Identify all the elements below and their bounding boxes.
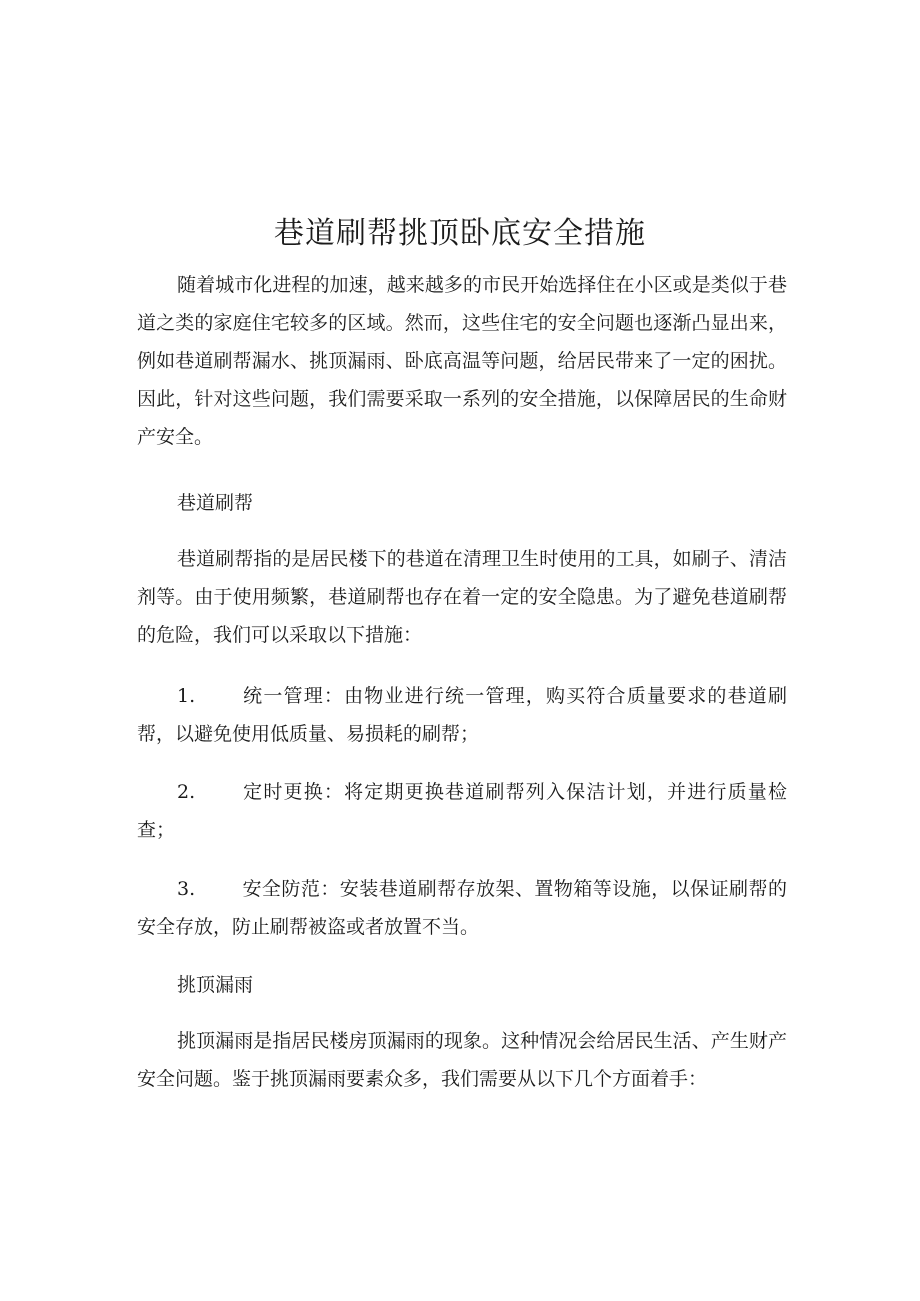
list-item <box>137 870 787 946</box>
list-item-text: 统一管理：由物业进行统一管理，购买符合质量要求的巷道刷帮，以避免使用低质量、易损耗的刷帮； <box>137 685 787 745</box>
list-item-text: 安全防范：安装巷道刷帮存放架、置物箱等设施，以保证刷帮的安全存放，防止刷帮被盗或者放置不当。 <box>137 878 787 938</box>
list-item-number: 3. <box>177 878 196 900</box>
list-item-number: 2. <box>177 781 196 803</box>
section-heading-roadway-brush: 巷道刷帮 <box>177 492 254 514</box>
section-paragraph-roof-leak: 挑顶漏雨是指居民楼房顶漏雨的现象。这种情况会给居民生活、产生财产安全问题。鉴于挑顶漏雨要素众多，我们需要从以下几个方面着手： <box>137 1030 787 1090</box>
list-item-text: 定时更换：将定期更换巷道刷帮列入保洁计划，并进行质量检查； <box>137 781 787 841</box>
document-title: 巷道刷帮挑顶卧底安全措施 <box>274 216 646 251</box>
list-item <box>137 773 787 849</box>
intro-paragraph: 随着城市化进程的加速，越来越多的市民开始选择住在小区或是类似于巷道之类的家庭住宅较多的区域。然而，这些住宅的安全问题也逐渐凸显出来，例如巷道刷帮漏水、挑顶漏雨、卧底高温等问题，给居民带来了一定的困扰。因此，针对这些问题，我们需要采取一系列的安全措施，以保障居民的生命财产安全。 <box>137 274 787 448</box>
section-paragraph-roadway-brush: 巷道刷帮指的是居民楼下的巷道在清理卫生时使用的工具，如刷子、清洁剂等。由于使用频繁，巷道刷帮也存在着一定的安全隐患。为了避免巷道刷帮的危险，我们可以采取以下措施： <box>137 548 787 646</box>
list-item <box>137 677 787 753</box>
section-heading-roof-leak: 挑顶漏雨 <box>177 974 254 996</box>
list-item-number: 1. <box>177 685 196 707</box>
